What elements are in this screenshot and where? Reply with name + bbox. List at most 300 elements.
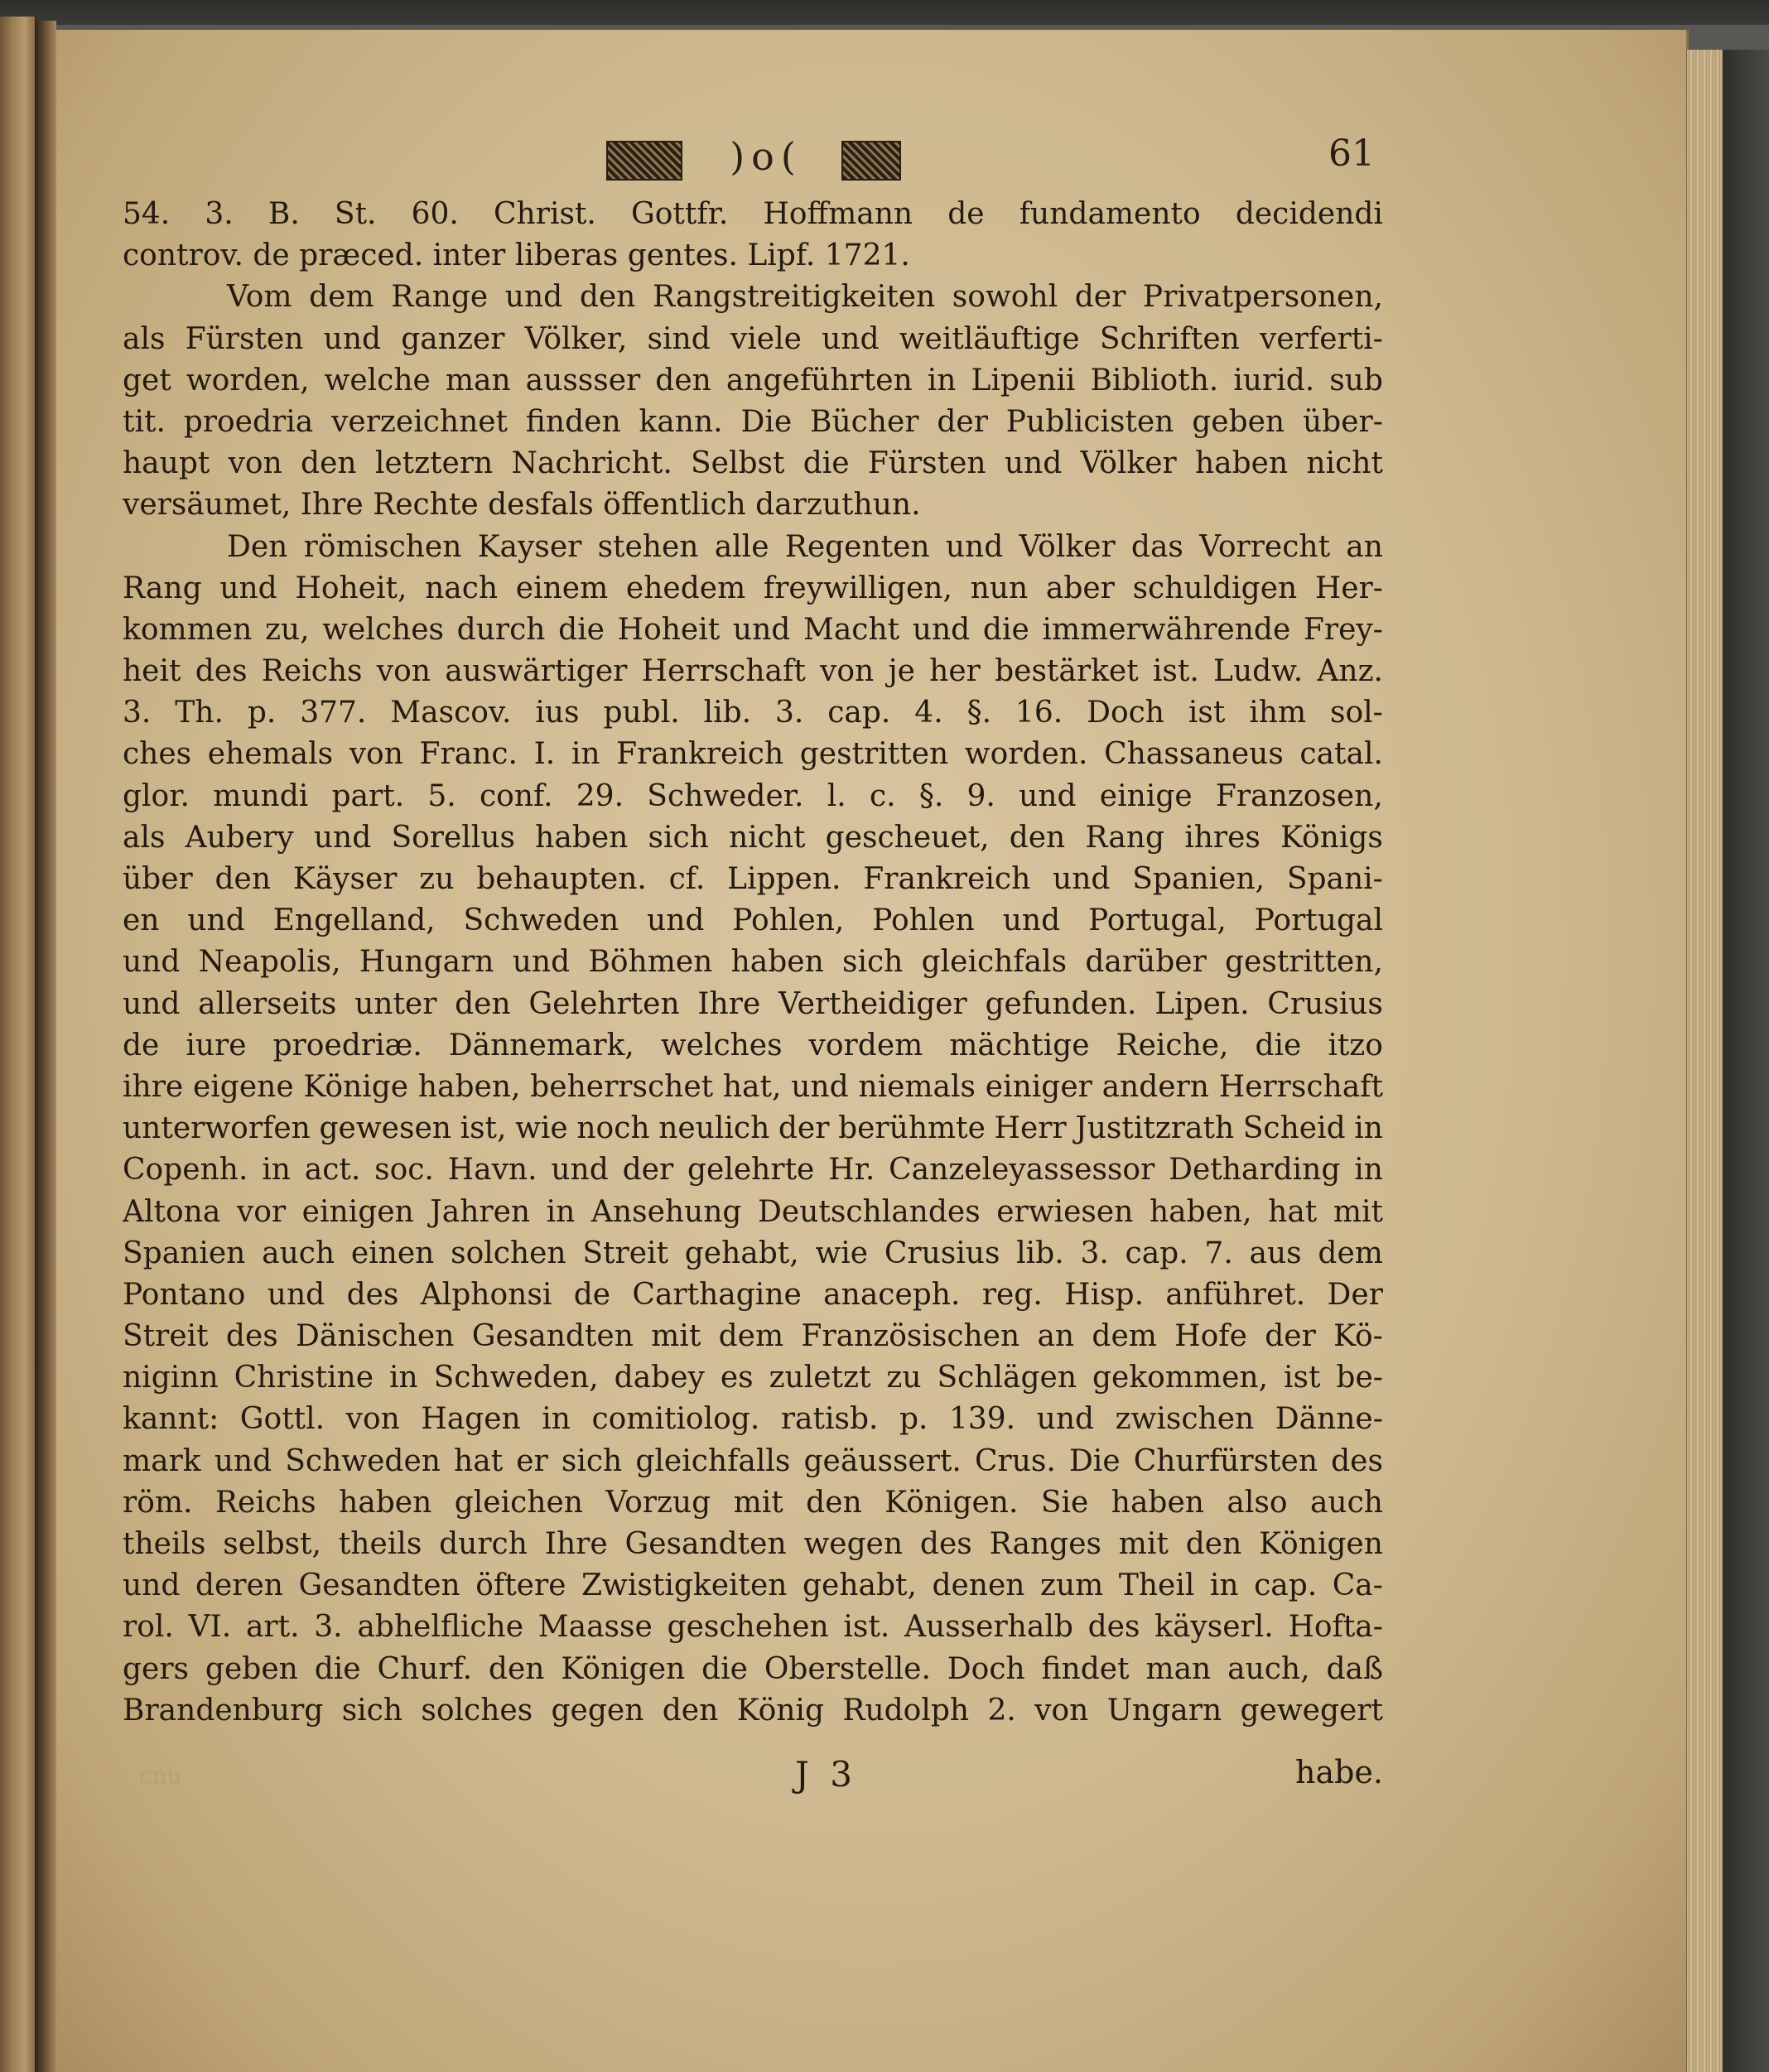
word: I. (533, 737, 556, 772)
word: das (1130, 529, 1183, 564)
word: Jahren (430, 1194, 531, 1229)
word: Franzosen, (1215, 778, 1383, 813)
word: andern (1101, 1069, 1209, 1104)
word: berühmte (838, 1111, 986, 1146)
word: 139. (948, 1402, 1016, 1437)
word: gehabt, (802, 1568, 917, 1603)
word: hat (1268, 1194, 1318, 1229)
word: worden. (964, 737, 1088, 772)
word: dem (1318, 1236, 1383, 1270)
page-edges (1686, 50, 1723, 2072)
word: Die (1068, 1443, 1121, 1478)
word: Alphonsi (420, 1277, 552, 1312)
word: haupt (123, 446, 210, 481)
word: 3. (314, 1610, 343, 1645)
word: und (945, 529, 1004, 564)
word: welches (660, 1028, 783, 1063)
word: Doch (1087, 696, 1164, 730)
word: geschehen (667, 1610, 829, 1645)
word: gekommen, (1092, 1361, 1269, 1395)
word: Spanien (123, 1236, 246, 1270)
word: den (488, 1651, 545, 1686)
word: Hofta- (1288, 1610, 1383, 1645)
word: ist. (843, 1610, 890, 1645)
word: den (1009, 820, 1066, 855)
word: de (947, 197, 985, 231)
text-line (123, 1607, 1383, 1648)
word: Pohlen, (732, 903, 845, 938)
word: comitiolog. (591, 1402, 760, 1437)
word: ist, (460, 1111, 507, 1146)
word: Rang (123, 571, 202, 605)
word: 5. (427, 778, 456, 813)
word: vor (236, 1194, 287, 1229)
word: gelehrte (687, 1153, 815, 1188)
word: Her- (1314, 571, 1383, 605)
word: der (1074, 280, 1126, 315)
word: eigene (192, 1069, 294, 1104)
word: die (1255, 1028, 1302, 1063)
word: schuldigen (1132, 571, 1298, 605)
word: wegen (803, 1527, 904, 1561)
word: Vertheidiger (778, 986, 967, 1021)
word: Franc. (419, 737, 518, 772)
word: und (1004, 446, 1063, 481)
word: Vom (227, 280, 292, 315)
signature-mark: J 3 (795, 1754, 857, 1795)
word: welche (324, 363, 431, 398)
word: B. (268, 197, 300, 231)
text-line: versäumet, Ihre Rechte desfals öffentlich darzuthun. (123, 488, 921, 523)
text-line (123, 568, 1383, 610)
word: niginn (123, 1361, 219, 1395)
word: Königen (561, 1651, 686, 1686)
word: immerwährende (1042, 612, 1291, 647)
text-line (123, 734, 1383, 775)
word: der (778, 1111, 830, 1146)
text-line (123, 1233, 1383, 1275)
word: Ca- (1332, 1568, 1383, 1603)
word: aussser (525, 363, 641, 398)
word: einige (1099, 778, 1193, 813)
word: soc. (374, 1153, 434, 1188)
word: Lippen. (727, 862, 841, 896)
word: Ansehung (590, 1194, 742, 1229)
word: aber (1045, 571, 1115, 605)
word: Brandenburg (123, 1693, 324, 1727)
word: angeführten (725, 363, 913, 398)
text-line (123, 859, 1383, 900)
word: Hoheit (617, 612, 721, 647)
text-line (123, 194, 1383, 235)
word: Königen (1259, 1527, 1383, 1561)
word: proedriæ. (272, 1028, 422, 1063)
word: Pohlen (872, 903, 975, 938)
word: part. (331, 778, 405, 813)
text-line (123, 984, 1383, 1025)
word: des (195, 654, 248, 689)
word: §. (966, 696, 992, 730)
word: und (1036, 1402, 1095, 1437)
word: Altona (123, 1194, 221, 1229)
text-line (123, 651, 1383, 692)
word: denen (932, 1568, 1025, 1603)
word: Crusius (884, 1236, 1000, 1270)
word: VI. (188, 1610, 232, 1645)
word: stehen (597, 529, 699, 564)
word: Copenh. (123, 1153, 248, 1188)
word: zuletzt (769, 1361, 871, 1395)
word: zum (1040, 1568, 1104, 1603)
word: Anz. (1317, 654, 1383, 689)
word: Den (227, 529, 288, 564)
word: und (1019, 778, 1077, 813)
word: in (388, 1361, 418, 1395)
word: anführet. (1165, 1277, 1306, 1312)
text-line (123, 277, 1383, 318)
text-line (123, 817, 1383, 859)
word: in (542, 1402, 571, 1437)
text-line (123, 443, 1383, 484)
word: 2. (987, 1693, 1016, 1727)
word: und (123, 1568, 181, 1603)
word: publ. (603, 696, 680, 730)
word: Schweden (285, 1443, 441, 1478)
word: Rudolph (842, 1693, 970, 1727)
word: haben (730, 945, 824, 980)
word: Vorrecht (1199, 529, 1331, 564)
word: allerseits (198, 986, 337, 1021)
word: Sorellus (391, 820, 515, 855)
text-line (123, 942, 1383, 983)
word: ihre (123, 1069, 184, 1104)
edge-shadow (1723, 50, 1769, 2072)
word: Hagen (421, 1402, 521, 1437)
word: sind (647, 321, 711, 356)
word: daß (1326, 1651, 1383, 1686)
word: behaupten. (476, 862, 647, 896)
word: ist (1283, 1361, 1321, 1395)
word: Völker (1019, 529, 1116, 564)
word: und (123, 945, 181, 980)
word: Doch (947, 1651, 1025, 1686)
word: Frankreich (863, 862, 1031, 896)
word: mit (1118, 1527, 1169, 1561)
word: de (573, 1277, 611, 1312)
word: Th. (175, 696, 224, 730)
word: man (445, 363, 511, 398)
word: Oberstelle. (764, 1651, 931, 1686)
word: proedria (183, 404, 314, 439)
word: wie (515, 1111, 568, 1146)
word: ist. (1152, 654, 1199, 689)
word: Scheid (1242, 1111, 1346, 1146)
word: und (1002, 903, 1061, 938)
word: als (123, 321, 166, 356)
word: Sie (1040, 1485, 1089, 1520)
word: St. (334, 197, 377, 231)
word: selbst, (223, 1527, 322, 1561)
word: Canzeleyassessor (889, 1153, 1155, 1188)
word: Königs (1280, 820, 1383, 855)
word: noch (576, 1111, 650, 1146)
word: und (267, 1277, 325, 1312)
word: §. (918, 778, 944, 813)
word: Privatpersonen, (1142, 280, 1383, 315)
word: verferti- (1260, 321, 1383, 356)
catchword: habe. (1294, 1754, 1383, 1790)
word: letztern (374, 446, 494, 481)
word: Gottl. (239, 1402, 325, 1437)
word: mit (1333, 1194, 1383, 1229)
word: Crusius (1267, 986, 1383, 1021)
word: Schriften (1099, 321, 1240, 356)
word: wie (815, 1236, 869, 1270)
word: des (225, 1319, 278, 1354)
word: Ausserhalb (904, 1610, 1073, 1645)
word: Vorzug (605, 1485, 711, 1520)
word: sol- (1330, 696, 1383, 730)
word: sich (842, 945, 904, 980)
word: den (455, 986, 511, 1021)
text-line (123, 360, 1383, 402)
word: rol. (123, 1610, 174, 1645)
text-line (123, 1108, 1383, 1149)
word: einigen (301, 1194, 414, 1229)
word: 7. (1204, 1236, 1233, 1270)
word: theils (123, 1527, 206, 1561)
word: Ihre (544, 1527, 608, 1561)
word: freywilligen, (763, 571, 952, 605)
word: den (579, 280, 636, 315)
text-line (123, 776, 1383, 817)
word: Dänne- (1275, 1402, 1383, 1437)
word: 29. (576, 778, 624, 813)
word: reg. (981, 1277, 1043, 1312)
word: Crus. (974, 1443, 1056, 1478)
book-gutter (35, 21, 56, 2072)
word: be- (1336, 1361, 1383, 1395)
word: Dänischen (296, 1319, 455, 1354)
word: einem (515, 571, 609, 605)
word: erwiesen (996, 1194, 1134, 1229)
body-text (123, 194, 1383, 1732)
word: hat (454, 1443, 504, 1478)
word: sub (1329, 363, 1383, 398)
word: p. (899, 1402, 928, 1437)
word: Justitzrath (1075, 1111, 1235, 1146)
word: Hungarn (359, 945, 494, 980)
word: Zwistigkeiten (581, 1568, 788, 1603)
word: der (937, 404, 988, 439)
word: dem (309, 280, 374, 315)
word: get (123, 363, 171, 398)
word: Dännemark, (448, 1028, 634, 1063)
word: in (1209, 1568, 1239, 1603)
word: Königen. (884, 1485, 1019, 1520)
word: Nachricht. (511, 446, 672, 481)
word: in (927, 363, 957, 398)
word: iurid. (1233, 363, 1315, 398)
word: hat, (722, 1069, 782, 1104)
word: 3. (123, 696, 152, 730)
word: Spani- (1286, 862, 1383, 896)
word: Gelehrten (528, 986, 680, 1021)
text-line (123, 900, 1383, 942)
text-line (123, 1399, 1383, 1440)
text-line (123, 1275, 1383, 1316)
word: ganzer (401, 321, 505, 356)
word: den (214, 862, 272, 896)
word: lib. (1016, 1236, 1064, 1270)
word: der (622, 1153, 674, 1188)
word: 3. (1080, 1236, 1109, 1270)
word: Spanien, (1132, 862, 1265, 896)
word: cap. (827, 696, 891, 730)
word: auch (1309, 1485, 1383, 1520)
word: Churf. (377, 1651, 473, 1686)
text-line (123, 1067, 1383, 1108)
word: iure (186, 1028, 247, 1063)
word: glor. (123, 778, 190, 813)
word: c. (869, 778, 896, 813)
word: haben (1111, 1485, 1204, 1520)
word: conf. (480, 778, 553, 813)
word: gleichfals (921, 945, 1068, 980)
ornament-left (606, 141, 682, 181)
word: von (1034, 1693, 1089, 1727)
word: sich (648, 820, 709, 855)
word: solches (421, 1693, 533, 1727)
word: Churfürsten (1133, 1443, 1318, 1478)
word: den (655, 363, 711, 398)
word: Macht (803, 612, 900, 647)
word: und (1053, 862, 1111, 896)
word: cf. (668, 862, 706, 896)
word: Schweden (463, 903, 619, 938)
word: in (571, 737, 600, 772)
word: ehedem (625, 571, 746, 605)
word: Chassaneus (1104, 737, 1284, 772)
word: Könige (303, 1069, 409, 1104)
word: in (262, 1153, 291, 1188)
word: art. (245, 1610, 300, 1645)
word: kommen (123, 612, 253, 647)
word: Gesandten (471, 1319, 634, 1354)
text-line (123, 610, 1383, 651)
word: 9. (966, 778, 995, 813)
word: itzo (1328, 1028, 1383, 1063)
word: anaceph. (823, 1277, 961, 1312)
word: von (820, 654, 875, 689)
text-line (123, 1316, 1383, 1357)
text-line (123, 1441, 1383, 1482)
word: und (512, 945, 571, 980)
word: Publicisten (1005, 404, 1174, 439)
word: über (123, 862, 193, 896)
word: zu, (264, 612, 310, 647)
word: von (376, 654, 431, 689)
word: dem (718, 1319, 784, 1354)
word: Theil (1118, 1568, 1195, 1603)
word: kannt: (123, 1402, 219, 1437)
word: geben (1192, 404, 1285, 439)
word: in (546, 1194, 576, 1229)
word: Range (391, 280, 489, 315)
word: die (803, 446, 850, 481)
word: mit (733, 1485, 783, 1520)
word: cap. (1254, 1568, 1318, 1603)
word: käyserl. (1154, 1610, 1274, 1645)
word: Gesandten (298, 1568, 460, 1603)
word: 3. (775, 696, 804, 730)
word: Hisp. (1064, 1277, 1145, 1312)
word: Mascov. (390, 696, 512, 730)
word: alle (714, 529, 769, 564)
word: Kayser (477, 529, 582, 564)
word: Christine (234, 1361, 374, 1395)
word: der (1265, 1319, 1316, 1354)
word: abhelfliche (357, 1610, 524, 1645)
word: röm. (123, 1485, 193, 1520)
word: tit. (123, 404, 166, 439)
word: gers (123, 1651, 190, 1686)
word: Schlägen (937, 1361, 1077, 1395)
word: einen (350, 1236, 435, 1270)
word: in (1354, 1111, 1383, 1146)
text-line (123, 1192, 1383, 1233)
word: Herr (994, 1111, 1067, 1146)
word: geäussert. (803, 1443, 962, 1478)
word: catal. (1299, 737, 1383, 772)
word: Aubery (185, 820, 294, 855)
word: ratisb. (780, 1402, 879, 1437)
word: mark (123, 1443, 201, 1478)
word: in (1354, 1153, 1383, 1188)
word: Völker (1080, 446, 1177, 481)
word: ches (123, 737, 192, 772)
word: Rangstreitigkeiten (652, 280, 936, 315)
word: act. (304, 1153, 361, 1188)
word: Die (740, 404, 793, 439)
word: viele (730, 321, 802, 356)
word: Hoheit, (295, 571, 407, 605)
word: Selbst (691, 446, 785, 481)
text-line: controv. de præced. inter liberas gentes. Lipf. 1721. (123, 239, 910, 273)
word: mit (651, 1319, 701, 1354)
word: von (349, 737, 403, 772)
text-line (123, 1149, 1383, 1191)
word: öftere (475, 1568, 566, 1603)
word: Reichs (214, 1485, 316, 1520)
text-line (123, 402, 1383, 443)
scan-top-strip (0, 0, 1769, 25)
word: de (123, 1028, 160, 1063)
page-number: 61 (1328, 133, 1375, 175)
word: Bücher (809, 404, 919, 439)
word: des (1087, 1610, 1140, 1645)
word: gleichen (454, 1485, 583, 1520)
word: Regenten (784, 529, 930, 564)
word: Frankreich (616, 737, 784, 772)
word: den (301, 446, 357, 481)
word: vordem (808, 1028, 923, 1063)
word: worden, (186, 363, 310, 398)
word: Carthagine (632, 1277, 802, 1312)
word: deren (195, 1568, 283, 1603)
word: man (1145, 1651, 1212, 1686)
word: die (558, 612, 605, 647)
